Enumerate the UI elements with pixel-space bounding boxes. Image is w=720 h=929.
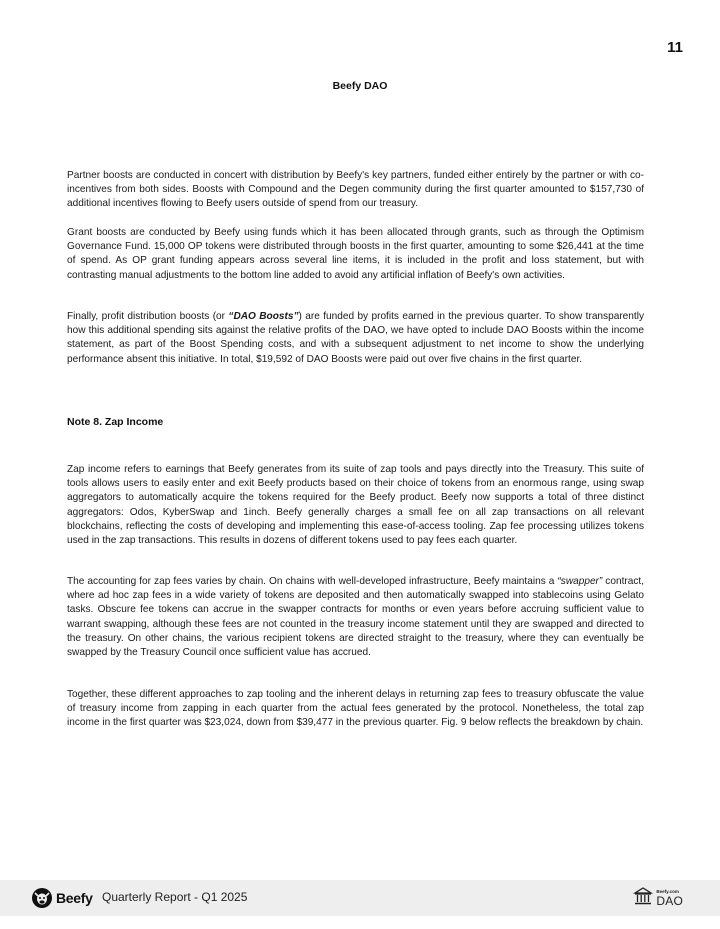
zap-income-text-2-end: contract, where ad hoc zap fees in a wide variety of tokens are deposited and then automatically swapped into stablecoins using Gelato tasks. Obscure fee tokens can accrue in the swapper contracts for months or even years before accruing sufficient value to warrant swapping, although these fees are not counted in the treasury income statement until they are swapped and directed to the treasury. On other chains, the various recipient tokens are directed straight to the treasury, where they can eventually be swapped by the Treasury Council once sufficient value has accrued. (67, 576, 645, 659)
dao-badge-small: Beefy.com (656, 889, 679, 895)
brand-name: Beefy (56, 890, 93, 906)
zap-income-text-3: Together, these different approaches to zap tooling and the inherent delays in returning zap fees to treasury obfuscate the value of treasury income from zapping in each quarter from the actual fees generated by the protocol. Nonetheless, the total zap income in the first quarter was $23,024, down from $39,477 in the previous quarter. Fig. 9 below reflects the breakdown by chain. (67, 689, 644, 729)
bank-building-icon (633, 886, 653, 911)
dao-badge-text (656, 890, 683, 907)
page-header-title: Beefy DAO (332, 80, 388, 92)
note-8-heading: Note 8. Zap Income (67, 416, 164, 428)
page-footer (0, 880, 720, 916)
dao-boosts-emphasis: “DAO Boosts” (228, 311, 299, 322)
zap-income-text-2-start: The accounting for zap fees varies by chain. On chains with well-developed infrastructure, Beefy maintains a (67, 576, 558, 587)
zap-income-paragraph-2 (67, 575, 644, 660)
grant-boosts-paragraph (67, 226, 644, 283)
dao-boosts-text-start: Finally, profit distribution boosts (or (67, 311, 229, 322)
grant-boosts-text: Grant boosts are conducted by Beefy using funds which it has been allocated through grants, such as through the Optimism Governance Fund. 15,000 OP tokens were distributed through boosts in the first quarter, amounting to some $26,441 at the time of spend. As OP grant funding appears across several line items, it is included in the profit and loss statement, but with contrasting manual adjustments to the bottom line added to avoid any artificial inflation of Beefy's own activities. (67, 227, 644, 281)
page-number: 11 (667, 39, 683, 56)
dao-boosts-text (67, 310, 644, 367)
dao-boosts-paragraph (67, 310, 644, 367)
beefy-logo (31, 886, 93, 910)
report-title: Quarterly Report - Q1 2025 (102, 890, 248, 904)
partner-boosts-text: Partner boosts are conducted in concert with distribution by Beefy's key partners, funded either entirely by the partner or with co-incentives from both sides. Boosts with Compound and the Degen community during the first quarter amounted to $157,730 of additional incentives flowing to Beefy users outside of spend from our treasury. (67, 170, 644, 210)
swapper-emphasis: “swapper” (557, 576, 603, 587)
zap-income-paragraph-1 (67, 463, 644, 548)
partner-boosts-paragraph (67, 169, 644, 212)
beefy-dao-badge (633, 886, 683, 911)
dao-badge-label: DAO (656, 893, 683, 908)
zap-income-paragraph-3 (67, 688, 644, 731)
zap-income-text-2 (67, 575, 644, 660)
dao-boosts-text-end: ) are funded by profits earned in the previous quarter. To show transparently how this additional spending sits against the relative profits of the DAO, we have opted to include DAO Boosts within the income statement, as part of the Boost Spending costs, and with a subsequent adjustment to net income to show the underlying performance absent this initiative. In total, $19,592 of DAO Boosts were paid out over five chains in the first quarter. (67, 311, 644, 365)
zap-income-text-1: Zap income refers to earnings that Beefy generates from its suite of zap tools and pays directly into the Treasury. This suite of tools allows users to easily enter and exit Beefy products based on their choice of tokens from an enormous range, using swap aggregators to automatically acquire the tokens required for the Beefy product. Beefy now supports a total of three distinct aggregators: Odos, KyberSwap and 1inch. Beefy generally charges a small fee on all zap transactions on all relevant blockchains, reflecting the costs of developing and implementing this ease-of-access tooling. Zap fee processing utilizes tokens used in the zap transactions. This results in dozens of different tokens used to pay fees each quarter. (67, 464, 644, 547)
cow-head-icon (31, 887, 53, 909)
